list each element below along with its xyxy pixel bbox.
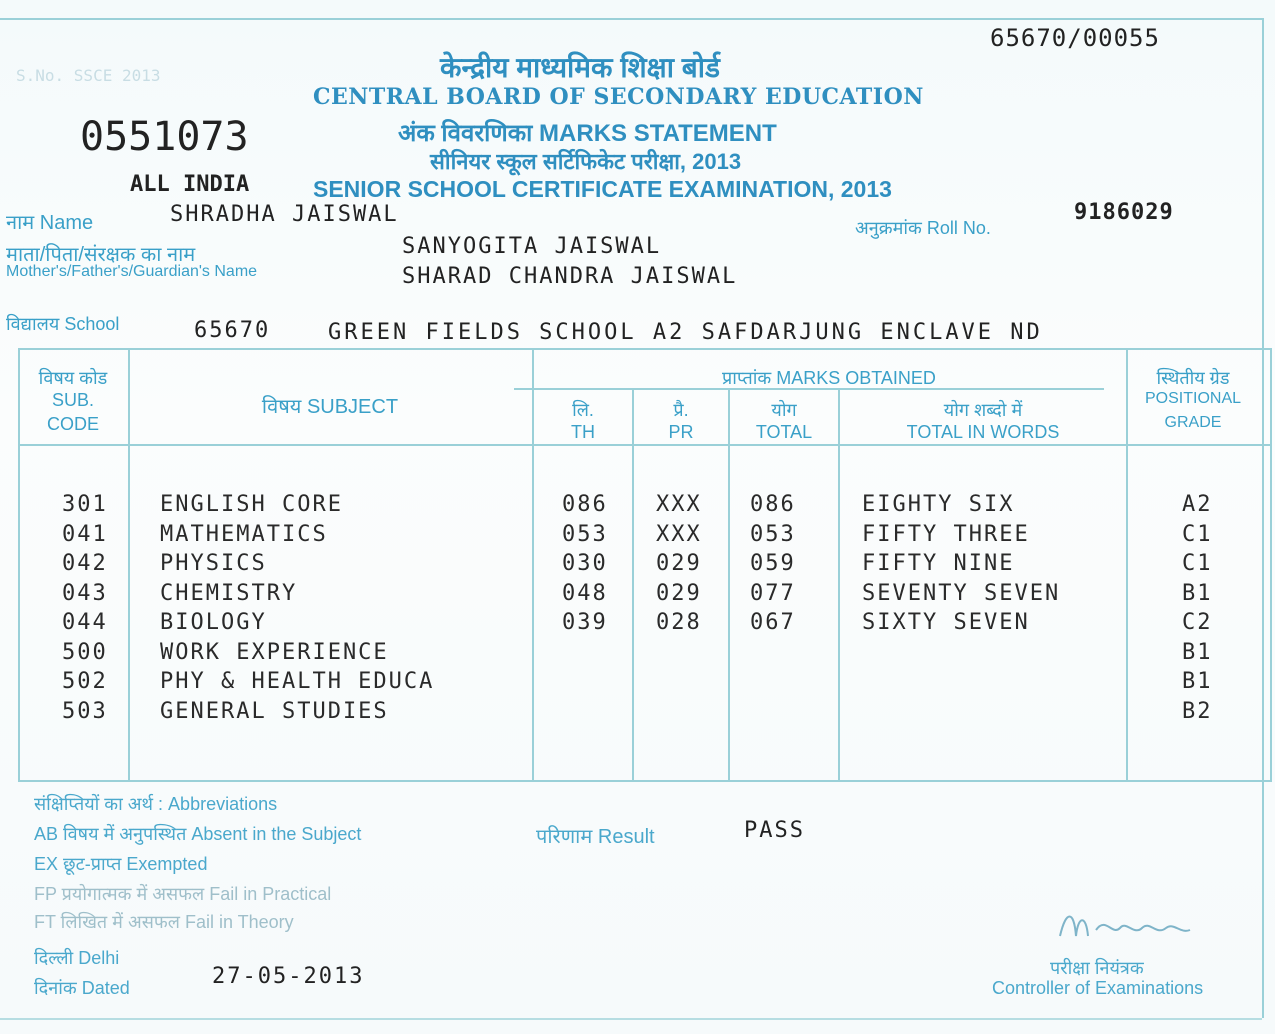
total-in-words: SEVENTY SEVEN	[862, 580, 1061, 606]
positional-grade: B1	[1182, 639, 1213, 665]
subject-name: GENERAL STUDIES	[160, 698, 389, 724]
header-words-hindi: योग शब्दो में	[943, 400, 1023, 420]
header-th: TH	[571, 422, 595, 442]
result-value: PASS	[744, 818, 805, 843]
mother-name: SANYOGITA JAISWAL	[402, 234, 662, 259]
header-subject: विषय SUBJECT	[261, 396, 399, 418]
faint-serial: S.No. SSCE 2013	[16, 66, 161, 85]
school-name: GREEN FIELDS SCHOOL A2 SAFDARJUNG ENCLAVE ND	[328, 320, 1043, 345]
subject-code: 301	[62, 492, 108, 517]
total-in-words: FIFTY NINE	[862, 551, 1015, 576]
father-name: SHARAD CHANDRA JAISWAL	[402, 264, 738, 289]
header-positional: POSITIONAL	[1144, 390, 1242, 407]
practical-marks: 029	[656, 580, 702, 606]
subject-name: BIOLOGY	[160, 610, 267, 635]
total-in-words: SIXTY SEVEN	[862, 610, 1030, 635]
parent-label-english: Mother's/Father's/Guardian's Name	[6, 263, 258, 280]
candidate-name: SHRADHA JAISWAL	[170, 202, 399, 227]
total-in-words: FIFTY THREE	[862, 521, 1030, 547]
theory-marks: 030	[562, 551, 608, 576]
total-marks: 053	[750, 521, 796, 547]
header-sub-code-hindi: विषय कोड	[38, 368, 108, 388]
abbr-ab: AB विषय में अनुपस्थित Absent in the Subject	[34, 824, 362, 844]
positional-grade: A2	[1182, 492, 1213, 517]
subject-code: 502	[62, 669, 108, 694]
school-label: विद्यालय School	[6, 314, 120, 334]
practical-marks: 028	[656, 610, 702, 635]
roll-number: 9186029	[1074, 200, 1174, 225]
reference-number: 65670/00055	[990, 24, 1160, 52]
date-value: 27-05-2013	[212, 964, 365, 989]
theory-marks: 048	[562, 580, 608, 606]
school-code: 65670	[194, 318, 271, 343]
subject-name: WORK EXPERIENCE	[160, 639, 389, 665]
subject-name: PHY & HEALTH EDUCA	[160, 669, 435, 694]
subject-name: MATHEMATICS	[160, 521, 328, 547]
exam-name-hindi: सीनियर स्कूल सर्टिफिकेट परीक्षा, 2013	[430, 149, 742, 174]
total-marks: 086	[750, 492, 796, 517]
header-pr: PR	[668, 422, 694, 442]
col-divider-th	[632, 390, 634, 780]
border-top	[0, 18, 1262, 20]
exam-name-english: SENIOR SCHOOL CERTIFICATE EXAMINATION, 2013	[313, 176, 892, 202]
header-words: TOTAL IN WORDS	[906, 422, 1060, 442]
header-bottom-line	[20, 444, 1270, 446]
positional-grade: C2	[1182, 610, 1213, 635]
col-divider-pr	[728, 390, 730, 780]
subject-name: CHEMISTRY	[160, 580, 298, 606]
header-marks-obtained: प्राप्तांक MARKS OBTAINED	[722, 368, 936, 388]
subject-code: 500	[62, 639, 108, 665]
abbr-ft: FT लिखित में असफल Fail in Theory	[34, 912, 294, 932]
header-total-hindi: योग	[771, 400, 797, 420]
theory-marks: 039	[562, 610, 608, 635]
positional-grade: C1	[1182, 551, 1213, 576]
all-india-prefix: ALL INDIA	[130, 172, 250, 197]
subject-code: 503	[62, 698, 108, 724]
total-in-words: EIGHTY SIX	[862, 492, 1015, 517]
parent-label-hindi: माता/पिता/संरक्षक का नाम	[6, 244, 196, 266]
positional-grade: B2	[1182, 698, 1213, 724]
header-code: CODE	[46, 414, 99, 434]
practical-marks: 029	[656, 551, 702, 576]
subject-code: 044	[62, 610, 108, 635]
theory-marks: 086	[562, 492, 608, 517]
header-sub: SUB.	[51, 390, 94, 410]
result-label: परिणाम Result	[536, 826, 655, 848]
abbr-ex: EX छूट-प्राप्त Exempted	[34, 854, 208, 874]
abbr-fp: FP प्रयोगात्मक में असफल Fail in Practical	[34, 884, 332, 904]
practical-marks: XXX	[656, 521, 702, 547]
positional-grade: B1	[1182, 580, 1213, 606]
header-th-hindi: लि.	[572, 400, 594, 420]
abbreviations-label: संक्षिप्तियों का अर्थ : Abbreviations	[34, 794, 278, 814]
practical-marks: XXX	[656, 492, 702, 517]
header-pr-hindi: प्रै.	[673, 400, 689, 420]
controller-signature	[1056, 906, 1196, 953]
total-marks: 059	[750, 551, 796, 576]
controller-title-english: Controller of Examinations	[992, 978, 1204, 998]
col-divider-total	[838, 390, 840, 780]
total-marks: 067	[750, 610, 796, 635]
place-label: दिल्ली Delhi	[34, 948, 120, 968]
roll-no-label: अनुक्रमांक Roll No.	[855, 218, 991, 238]
name-label: नाम Name	[6, 212, 94, 234]
document-title: अंक विवरणिका MARKS STATEMENT	[398, 120, 777, 147]
serial-number: 0551073	[80, 114, 249, 160]
subject-name: ENGLISH CORE	[160, 492, 343, 517]
header-grade: GRADE	[1164, 414, 1222, 431]
border-bottom	[0, 1018, 1262, 1020]
total-marks: 077	[750, 580, 796, 606]
board-name-english: CENTRAL BOARD OF SECONDARY EDUCATION	[313, 84, 924, 110]
header-total: TOTAL	[755, 422, 813, 442]
subject-code: 043	[62, 580, 108, 606]
subject-code: 041	[62, 521, 108, 547]
theory-marks: 053	[562, 521, 608, 547]
board-name-hindi: केन्द्रीय माध्यमिक शिक्षा बोर्ड	[440, 52, 720, 83]
positional-grade: C1	[1182, 521, 1213, 547]
subject-code: 042	[62, 551, 108, 576]
subject-name: PHYSICS	[160, 551, 267, 576]
positional-grade: B1	[1182, 669, 1213, 694]
controller-title-hindi: परीक्षा नियंत्रक	[1050, 958, 1144, 978]
header-grade-hindi: स्थितीय ग्रेड	[1156, 368, 1230, 388]
signature-scribble-icon	[1056, 906, 1196, 946]
dated-label: दिनांक Dated	[34, 978, 130, 998]
